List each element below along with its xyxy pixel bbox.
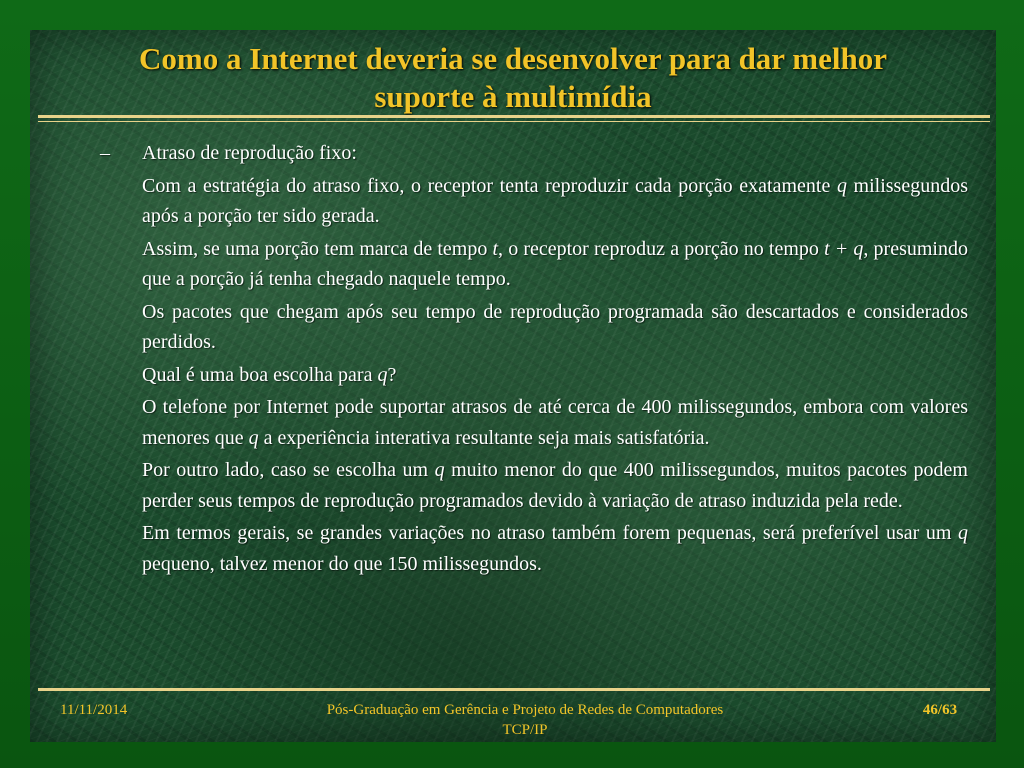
paragraph-1: Com a estratégia do atraso fixo, o receptor tenta reproduzir cada porção exatamente q milissegundos após a porção ter sido gerada. <box>142 174 968 227</box>
footer-course-line-1: Pós-Graduação em Gerência e Projeto de Redes de Computadores <box>326 702 724 718</box>
title-line-1: Como a Internet deveria se desenvolver para dar melhor <box>139 41 887 76</box>
title-divider-thick <box>38 115 990 118</box>
footer-date: 11/11/2014 <box>60 702 128 718</box>
paragraph-3: Os pacotes que chegam após seu tempo de reprodução programada são descartados e considerados perdidos. <box>142 300 968 353</box>
slide-body <box>100 138 968 581</box>
footer-course <box>250 700 800 740</box>
page-number: 46/63 <box>922 702 958 718</box>
paragraph-4: Qual é uma boa escolha para q? <box>142 363 397 386</box>
title-divider-thin <box>38 121 990 122</box>
paragraph-5: O telefone por Internet pode suportar atrasos de até cerca de 400 milissegundos, embora com valores menores que q a experiência interativa resultante seja mais satisfatória. <box>142 396 968 449</box>
paragraph-2: Assim, se uma porção tem marca de tempo t, o receptor reproduz a porção no tempo t + q, presumindo que a porção já tenha chegado naquele tempo. <box>142 237 968 290</box>
footer-course-line-2: TCP/IP <box>502 722 548 738</box>
paragraph-7: Em termos gerais, se grandes variações no atraso também forem pequenas, será preferível usar um q pequeno, talvez menor do que 150 milissegundos. <box>142 522 968 575</box>
bullet-dash: – <box>100 142 110 164</box>
footer-divider <box>38 688 990 691</box>
paragraph-6: Por outro lado, caso se escolha um q muito menor do que 400 milissegundos, muitos pacotes podem perder seus tempos de reprodução programados devido à variação de atraso induzida pela rede. <box>142 459 968 512</box>
bullet-text: Atraso de reprodução fixo: <box>142 142 357 164</box>
bullet-item <box>100 138 968 169</box>
title-line-2: suporte à multimídia <box>374 79 652 114</box>
slide-title <box>30 40 996 116</box>
